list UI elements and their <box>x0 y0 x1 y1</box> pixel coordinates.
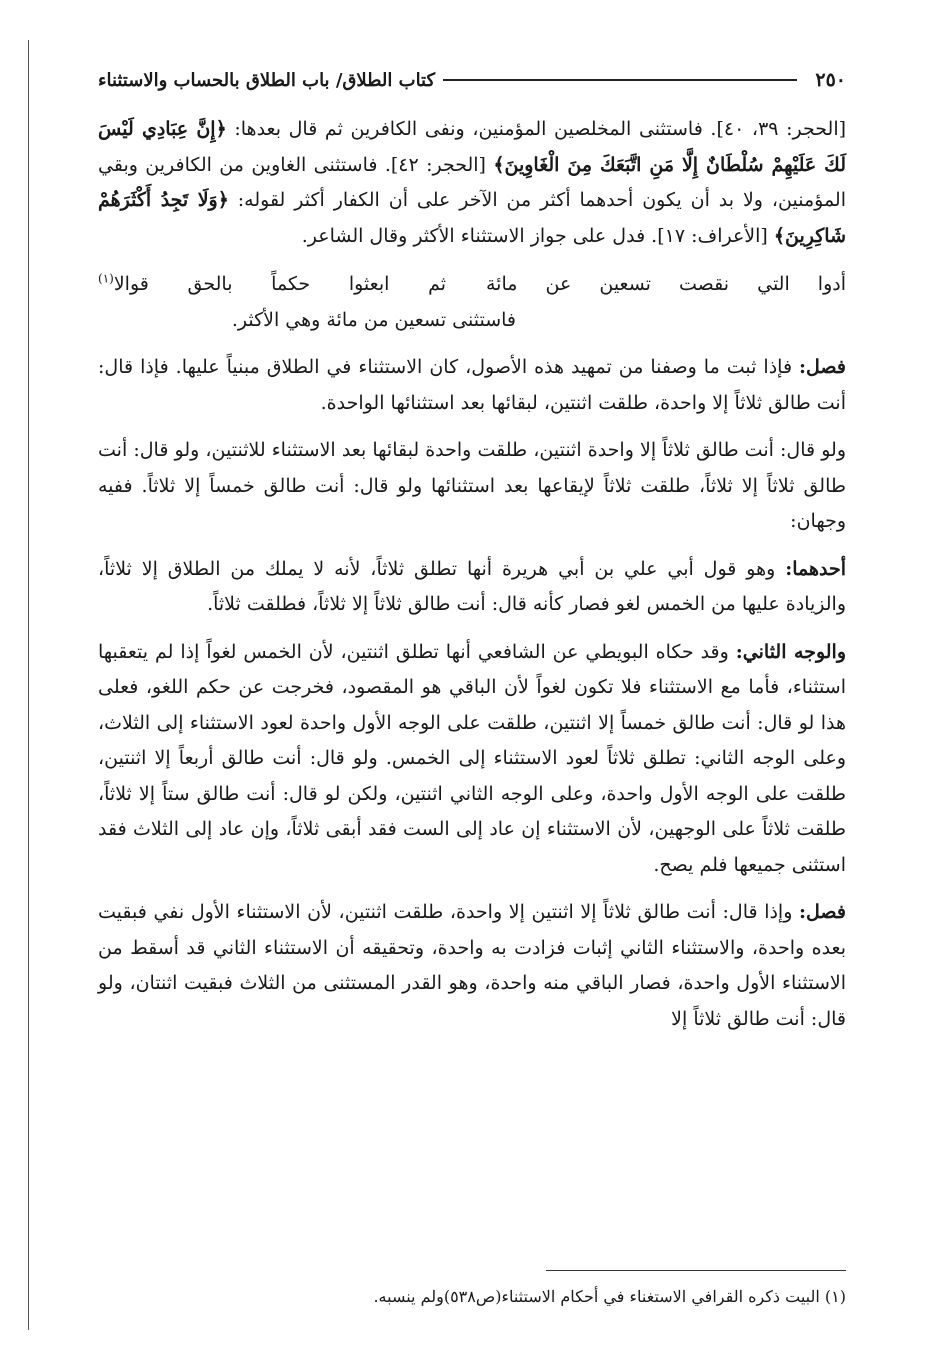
running-header <box>98 62 846 98</box>
paragraph-6 <box>98 895 846 1037</box>
quran-verse-1: ﴿إِنَّ عِبَادِي لَيْسَ لَكَ عَلَيْهِمْ سُلْطَانٌ إِلَّا مَنِ اتَّبَعَكَ مِنَ الْغَاوِينَ﴾ <box>98 118 846 176</box>
paragraph-3 <box>98 433 846 540</box>
paragraph-6-text: وإذا قال: أنت طالق ثلاثاً إلا اثنتين إلا واحدة، طلقت اثنتين، لأن الاستثناء الأول نفي فبقيت بعده واحدة، والاستثناء الثاني إثبات فزادت به واحدة، وتحقيقه أن الاستثناء الثاني قد أسقط من الاستثناء الأول واحدة، فصار الباقي منه واحدة، وهو القدر المستثنى من الثلاث فبقيت اثنتان، ولو قال: أنت طالق ثلاثاً إلا <box>98 901 846 1030</box>
paragraph-1-text-c: [الأعراف: ١٧]. فدل على جواز الاستثناء الأكثر وقال الشاعر. <box>301 224 774 247</box>
footnote-rule <box>546 1270 846 1271</box>
paragraph-1 <box>98 112 846 254</box>
header-rule <box>443 79 797 81</box>
poem-commentary: فاستثنى تسعين من مائة وهي الأكثر. <box>231 309 516 331</box>
paragraph-4 <box>98 552 846 623</box>
paragraph-5-text: وقد حكاه البويطي عن الشافعي أنها تطلق اثنتين، لأن الخمس لغواً إذا لم يتعقبها استثناء، فأما مع الاستثناء فلا تكون لغواً لأن الباقي هو المقصود، فخرجت عن حكم اللغو، فعلى هذا لو قال: أنت طالق خمساً إلا اثنتين، طلقت على الوجه الأول واحدة لعود الاستثناء إلى الثلاث، وعلى الوجه الثاني: تطلق ثلاثاً لعود الاستثناء إلى الخمس. ولو قال: أنت طالق أربعاً إلا اثنتين، طلقت على الوجه الأول واحدة، وعلى الوجه الثاني اثنتين، ولكن لو قال: أنت طالق ستاً إلا ثلاثاً، طلقت ثلاثاً على الوجهين، لأن الاستثناء إن عاد إلى الست فقد أبقى ثلاثاً، وإن عاد إلى الثلاث فقد استثنى جميعها فلم يصح. <box>98 640 847 876</box>
footnote: (١) البيت ذكره القرافي الاستغناء في أحكام الاستثناء(ص٥٣٨)ولم ينسبه. <box>373 1287 846 1306</box>
poem-hemistich-2 <box>98 266 446 302</box>
paragraph-2 <box>98 350 846 421</box>
poem-hemistich-2-text: ثم ابعثوا حكماً بالحق قوالا <box>113 273 446 295</box>
section-label-first-view: أحدهما: <box>785 557 846 580</box>
section-label-second-view: والوجه الثاني: <box>735 640 846 663</box>
paragraph-5 <box>98 635 846 884</box>
paragraph-2-text: فإذا ثبت ما وصفنا من تمهيد هذه الأصول، كان الاستثناء في الطلاق مبنياً عليها. فإذا قال: أنت طالق ثلاثاً إلا واحدة، طلقت اثنتين، لبقائها بعد استثنائها الواحدة. <box>98 356 846 414</box>
poem-verse <box>98 266 846 338</box>
section-label-fasl-2: فصل: <box>799 901 846 923</box>
page-number: ٢٥٠ <box>815 69 846 91</box>
footnote-mark: (١) <box>98 271 114 286</box>
paragraph-1-text-b: [الحجر: ٤٢]. فاستثنى الغاوين من الكافرين وبقي المؤمنين، ولا بد أن يكون أحدهما أكثر من الآخر على أن الكفار أكثر لقوله: <box>98 153 846 211</box>
margin-rule <box>28 40 29 1330</box>
page <box>98 62 846 1037</box>
poem-line <box>98 266 846 302</box>
quran-verse-2: ﴿وَلَا تَجِدُ أَكْثَرَهُمْ شَاكِرِينَ﴾ <box>98 189 846 247</box>
paragraph-3-text: ولو قال: أنت طالق ثلاثاً إلا واحدة اثنتين، طلقت واحدة لبقائها بعد الاستثناء للاثنتين، ولو قال: أنت طالق ثلاثاً إلا ثلاثاً، طلقت ثلاثاً لإيقاعها بعد استثنائها ولو قال: أنت طالق خمساً إلا ثلاثاً. ففيه وجهان: <box>98 439 846 532</box>
paragraph-4-text: وهو قول أبي علي بن أبي هريرة أنها تطلق ثلاثاً، لأنه لا يملك من الطلاق إلا ثلاثاً، والزيادة عليها من الخمس لغو فصار كأنه قال: أنت طالق ثلاثاً إلا ثلاثاً، فطلقت ثلاثاً. <box>98 557 846 615</box>
footnote-area <box>98 1270 846 1310</box>
section-label-fasl: فصل: <box>799 356 846 378</box>
poem-hemistich-1: أدوا التي نقصت تسعين عن مائة <box>486 273 846 295</box>
header-title: كتاب الطلاق/ باب الطلاق بالحساب والاستثناء <box>98 69 436 91</box>
paragraph-1-text-a: [الحجر: ٣٩، ٤٠]. فاستثنى المخلصين المؤمنين، ونفى الكافرين ثم قال بعدها: <box>234 118 847 140</box>
